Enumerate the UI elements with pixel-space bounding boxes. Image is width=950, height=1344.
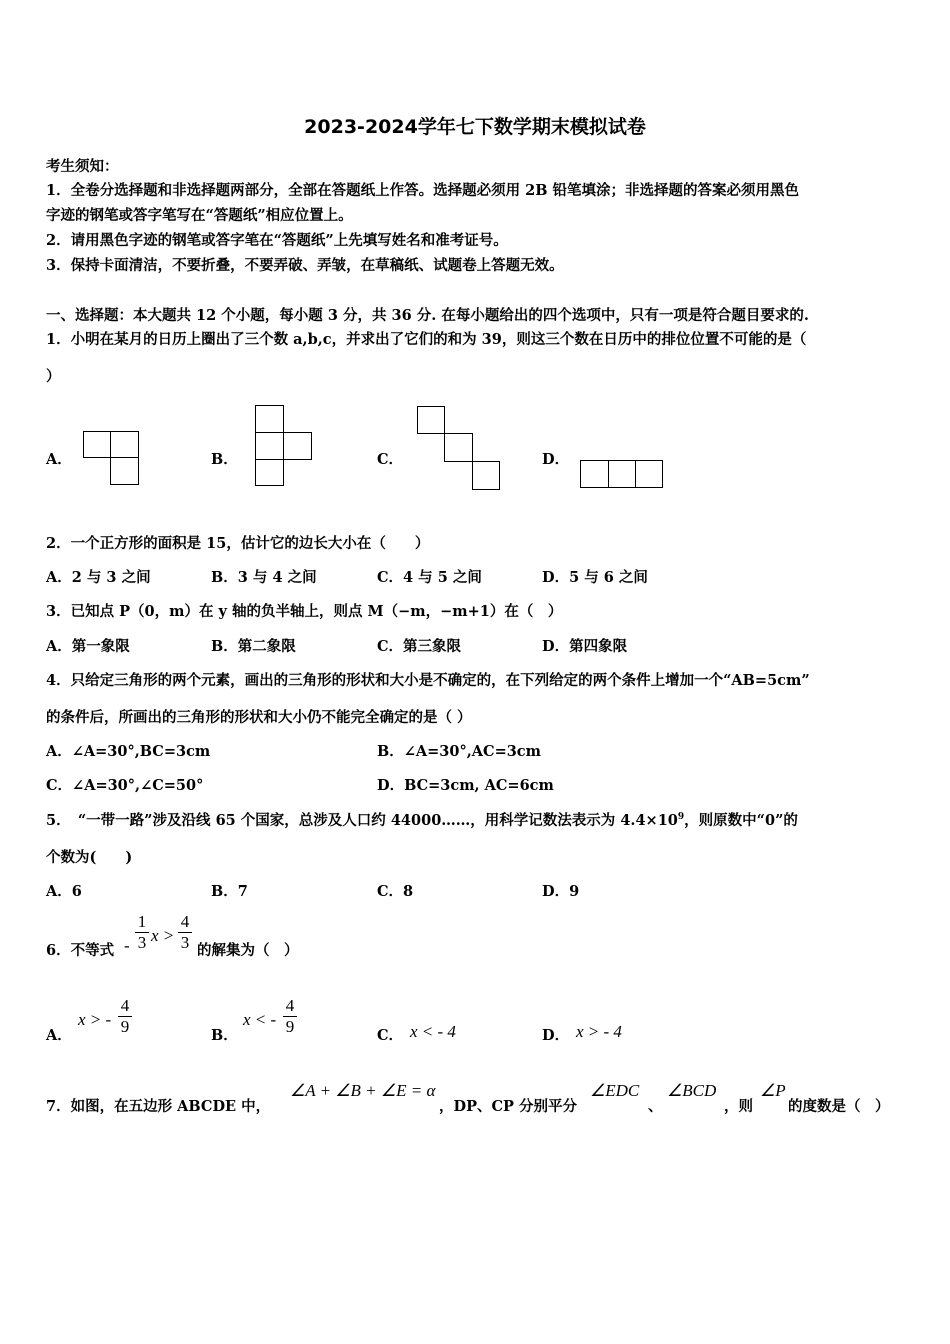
- q7-stem-suffix: 的度数是（ ）: [788, 1098, 890, 1115]
- q4-option-b: B．∠A=30°,AC=3cm: [377, 743, 541, 760]
- q7-stem-mid: ，DP、CP 分别平分: [439, 1098, 577, 1115]
- q6-option-a-label: A．: [46, 1027, 72, 1044]
- q1-option-b-label: B．: [211, 451, 238, 468]
- q7-angle-p: ∠P: [760, 1081, 786, 1100]
- q1-option-d-label: D．: [542, 451, 570, 468]
- q4-option-d: D．BC=3cm, AC=6cm: [377, 777, 554, 794]
- q5-stem-line-1: 5． “一带一路”涉及沿线 65 个国家，总涉及人口约 44000……，用科学记数法表示为 $4.4\times 10^9$，则原数中“0”的: [46, 812, 798, 829]
- q7-angle-bcd: ∠BCD: [667, 1081, 717, 1100]
- q1-stem-line-1: 1．小明在某月的日历上圈出了三个数 a,b,c，并求出了它们的和为 39，则这三个数在日历中的排位位置不可能的是（: [46, 331, 807, 348]
- q1-stem-line-2: ）: [46, 368, 61, 385]
- q6-option-c-expr: x < - 4: [410, 1022, 456, 1041]
- q6-option-d-expr: x > - 4: [576, 1022, 622, 1041]
- q3-option-b: B．第二象限: [211, 638, 296, 655]
- q2-option-d: D．5 与 6 之间: [542, 569, 648, 586]
- q6-option-d-label: D．: [542, 1027, 570, 1044]
- q2-stem: 2．一个正方形的面积是 15，估计它的边长大小在（ ）: [46, 535, 430, 552]
- q4-stem-line-2: 的条件后，所画出的三角形的形状和大小仍不能完全确定的是（ ）: [46, 709, 472, 726]
- q6-option-b-label: B．: [211, 1027, 238, 1044]
- q5-option-b: B．7: [211, 883, 248, 900]
- q4-option-c: C．∠A=30°,∠C=50°: [46, 777, 204, 794]
- q5-option-d: D．9: [542, 883, 580, 900]
- notice-line-3: 2．请用黑色字迹的钢笔或答字笔在“答题纸”上先填写姓名和准考证号。: [46, 232, 508, 249]
- q7-then: ，则: [724, 1098, 753, 1115]
- notice-line-4: 3．保持卡面清洁，不要折叠，不要弄破、弄皱，在草稿纸、试题卷上答题无效。: [46, 257, 564, 274]
- notice-line-1: 1．全卷分选择题和非选择题两部分，全部在答题纸上作答。选择题必须用 2B 铅笔填涂；非选择题的答案必须用黑色: [46, 182, 800, 199]
- q6-stem-prefix: 6．不等式: [46, 942, 115, 959]
- q3-stem: 3．已知点 P（0，m）在 y 轴的负半轴上，则点 M（−m，−m+1）在（ ）: [46, 603, 563, 620]
- q1-option-c-label: C．: [377, 451, 404, 468]
- q2-option-a: A．2 与 3 之间: [46, 569, 151, 586]
- q7-separator: 、: [648, 1098, 663, 1115]
- q6-stem-suffix: 的解集为（ ）: [197, 942, 299, 959]
- q4-option-a: A．∠A=30°,BC=3cm: [46, 743, 211, 760]
- q2-option-b: B．3 与 4 之间: [211, 569, 317, 586]
- q7-angle-sum: ∠A + ∠B + ∠E = α: [290, 1081, 436, 1100]
- q2-option-c: C．4 与 5 之间: [377, 569, 482, 586]
- q5-option-c: C．8: [377, 883, 414, 900]
- q7-stem-prefix: 7．如图，在五边形 ABCDE 中，: [46, 1098, 271, 1115]
- q3-option-a: A．第一象限: [46, 638, 130, 655]
- q3-option-d: D．第四象限: [542, 638, 628, 655]
- section-heading: 一、选择题：本大题共 12 个小题，每小题 3 分，共 36 分. 在每小题给出的四个选项中，只有一项是符合题目要求的.: [46, 307, 809, 324]
- q5-stem-line-2: 个数为( ): [46, 849, 133, 866]
- page-title: 2023-2024学年七下数学期末模拟试卷: [304, 116, 646, 138]
- q3-option-c: C．第三象限: [377, 638, 462, 655]
- q7-angle-edc: ∠EDC: [590, 1081, 640, 1100]
- q6-option-c-label: C．: [377, 1027, 404, 1044]
- notice-heading: 考生须知：: [46, 158, 119, 175]
- q1-option-a-label: A．: [46, 451, 72, 468]
- q5-option-a: A．6: [46, 883, 82, 900]
- q4-stem-line-1: 4．只给定三角形的两个元素，画出的三角形的形状和大小是不确定的，在下列给定的两个条件上增加一个“AB=5cm”: [46, 672, 810, 689]
- notice-line-2: 字迹的钢笔或答字笔写在“答题纸”相应位置上。: [46, 207, 353, 224]
